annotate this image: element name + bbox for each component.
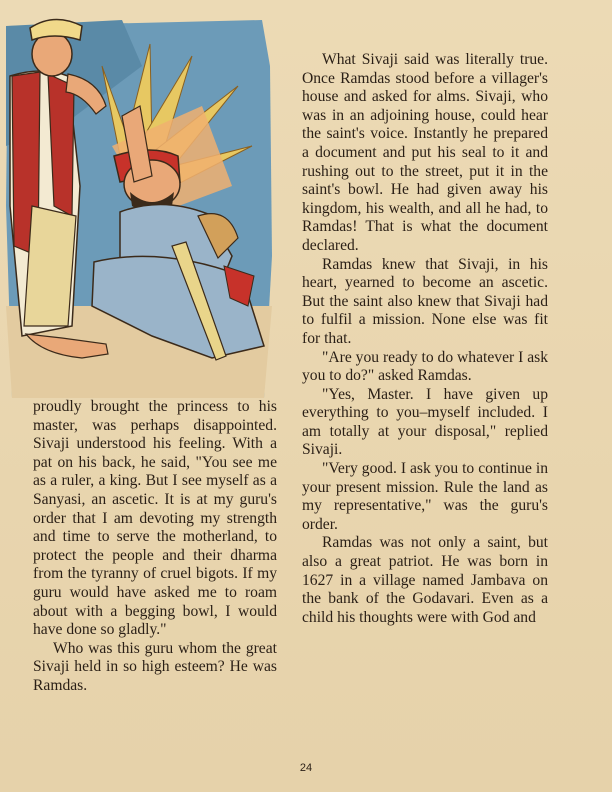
- paragraph: proudly brought the princess to his master, was perhaps disappointed. Sivaji understood his feeling. With a pat on his back, he said, "You see me as a ruler, a king. But I see myself as a Sanyasi, an ascetic. It is at my guru's order that I am devoting my strength and time to serve the motherland, to protect the people and their dharma from the tyranny of cruel bigots. If my guru would have asked me to roam about with a begging bowl, I would have done so gladly.": [33, 398, 277, 639]
- right-text-column: [302, 51, 548, 627]
- paragraph: What Sivaji said was literally true. Once Ramdas stood before a villager's house and asked for alms. Sivaji, who was in an adjoining house, could hear the saint's voice. Instantly he prepared a document and put his seal to it and rushing out to the street, put it in the saint's bowl. He had given away his kingdom, his wealth, and all he had, to Ramdas! That is what the document declared.: [302, 51, 548, 254]
- paragraph: "Yes, Master. I have given up everything to you–myself included. I am totally at your disposal," replied Sivaji.: [302, 385, 548, 459]
- paragraph: Who was this guru whom the great Sivaji held in so high esteem? He was Ramdas.: [33, 639, 277, 694]
- paragraph: "Very good. I ask you to continue in your present mission. Rule the land as my representative," was the guru's order.: [302, 460, 548, 533]
- sivaji-kneeling-before-ramdas-illustration: [2, 6, 276, 400]
- paragraph: "Are you ready to do whatever I ask you to do?" asked Ramdas.: [302, 348, 548, 385]
- left-text-column: [33, 398, 277, 696]
- paragraph: Ramdas knew that Sivaji, in his heart, yearned to become an ascetic. But the saint also knew that Sivaji had to fulfil a mission. None else was fit for that.: [302, 255, 548, 347]
- paragraph: Ramdas was not only a saint, but also a great patriot. He was born in 1627 in a village named Jambava on the bank of the Godavari. Even as a child his thoughts were with God and: [302, 534, 548, 626]
- page-number: 24: [299, 762, 313, 774]
